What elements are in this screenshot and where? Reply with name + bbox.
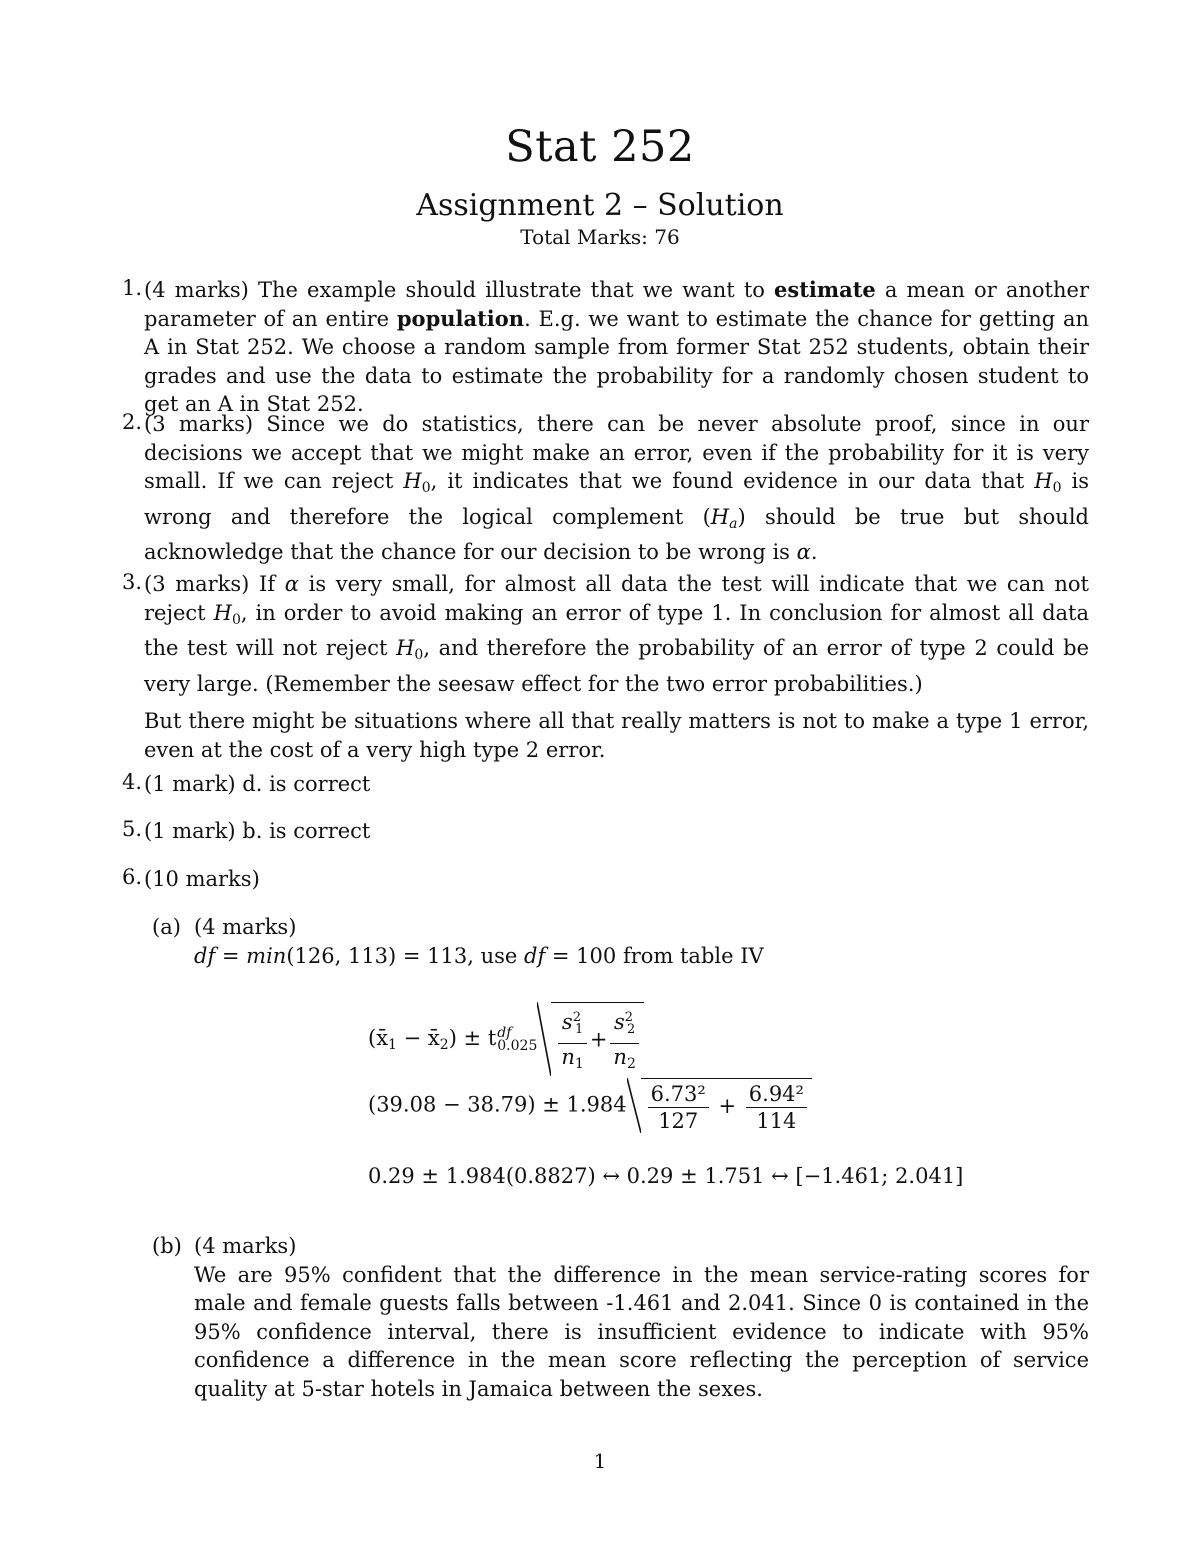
page-number: 1 bbox=[593, 1449, 607, 1473]
subquestion-marks: (4 marks) bbox=[194, 915, 297, 939]
question-4 bbox=[114, 770, 1089, 799]
formula-result: 0.29 ± 1.984(0.8827) ↔ 0.29 ± 1.751 ↔ [−1.461; 2.041] bbox=[368, 1164, 964, 1188]
answer-text: (1 mark) d. is correct bbox=[144, 772, 371, 796]
question-number: 1. bbox=[121, 276, 142, 300]
question-number: 2. bbox=[121, 410, 142, 434]
question-6 bbox=[114, 865, 1089, 894]
document-subtitle: Assignment 2 – Solution bbox=[416, 188, 784, 223]
question-number: 6. bbox=[121, 865, 142, 889]
answer-text: (3 marks) If α is very small, for almost all data the test will indicate that we can not reject $H_0$, in order to avoid making an error of type 1. In conclusion for almost all data the test will not reject $H_0$, and therefore the probability of an error of type 2 could be very large. (Remember the seesaw effect for the two error probabilities.) bbox=[144, 572, 1090, 696]
bold-term-population: population bbox=[396, 305, 525, 331]
subquestion-marks: (4 marks) bbox=[194, 1234, 297, 1258]
answer-text: (10 marks) bbox=[144, 867, 260, 891]
question-5 bbox=[114, 817, 1089, 846]
question-3 bbox=[114, 570, 1089, 764]
question-1 bbox=[114, 276, 1089, 419]
answer-text: (4 marks) The example should illustrate that we want to estimate a mean or another parameter of an entire population. E.g. we want to estimate the chance for getting an A in Stat 252. We choose a random sample from former Stat 252 students, obtain their grades and use the data to estimate the probability for a randomly chosen student to get an A in Stat 252. bbox=[144, 277, 1089, 416]
square-root: $\frac{s^2_1}{n_1}$ + $\frac{s^2_2}{n_2}$ bbox=[551, 1002, 644, 1077]
subquestion-label: (a) bbox=[152, 915, 181, 939]
total-marks: Total Marks: 76 bbox=[520, 225, 680, 249]
subquestion-label: (b) bbox=[152, 1234, 182, 1258]
square-root: $\frac{\text{6.73²}}{127}$ + $\frac{\text{6.94²}}{114}$ bbox=[641, 1078, 812, 1134]
question-number: 4. bbox=[121, 770, 142, 794]
question-number: 3. bbox=[121, 570, 142, 594]
answer-text-continued: But there might be situations where all that really matters is not to make a type 1 error, even at the cost of a very high type 2 error. bbox=[144, 709, 1089, 762]
subquestion-6b bbox=[152, 1232, 1089, 1403]
df-statement: df = min(126, 113) = 113, use df = 100 from table IV bbox=[194, 943, 764, 968]
answer-text: We are 95% confident that the difference in the mean service-rating scores for male and female guests falls between -1.461 and 2.041. Since 0 is contained in the 95% confidence interval, there is insufficient evidence to indicate with 95% confidence a difference in the mean score reflecting the perception of service quality at 5-star hotels in Jamaica between the sexes. bbox=[194, 1262, 1089, 1401]
answer-text: (1 mark) b. is correct bbox=[144, 819, 371, 843]
formula-substituted: (39.08 − 38.79) ± 1.984 $\frac{\text{6.73²}}{127}$ + $\frac{\text{6.94²}}{114}$ bbox=[368, 1078, 812, 1134]
document-title: Stat 252 bbox=[505, 122, 695, 172]
subquestion-6a bbox=[152, 913, 1089, 970]
bold-term-estimate: estimate bbox=[774, 277, 876, 302]
question-number: 5. bbox=[121, 817, 142, 841]
answer-text: (3 marks) Since we do statistics, there can be never absolute proof, since in our decisions we accept that we might make an error, even if the probability for it is very small. If we can reject $H_0$, it indicates that we found evidence in our data that $H_0$ is wrong and therefore the logical complement $(H_a)$ should be true but should acknowledge that the chance for our decision to be wrong is α. bbox=[144, 412, 1090, 564]
formula-confidence-interval: ($x̄_1$ − $x̄_2) \pm t$ df 0.025 $\frac{s^2_1}{n_1}$ + $\frac{s^2_2}{n_2}$ bbox=[368, 1002, 644, 1077]
question-2 bbox=[114, 410, 1089, 567]
